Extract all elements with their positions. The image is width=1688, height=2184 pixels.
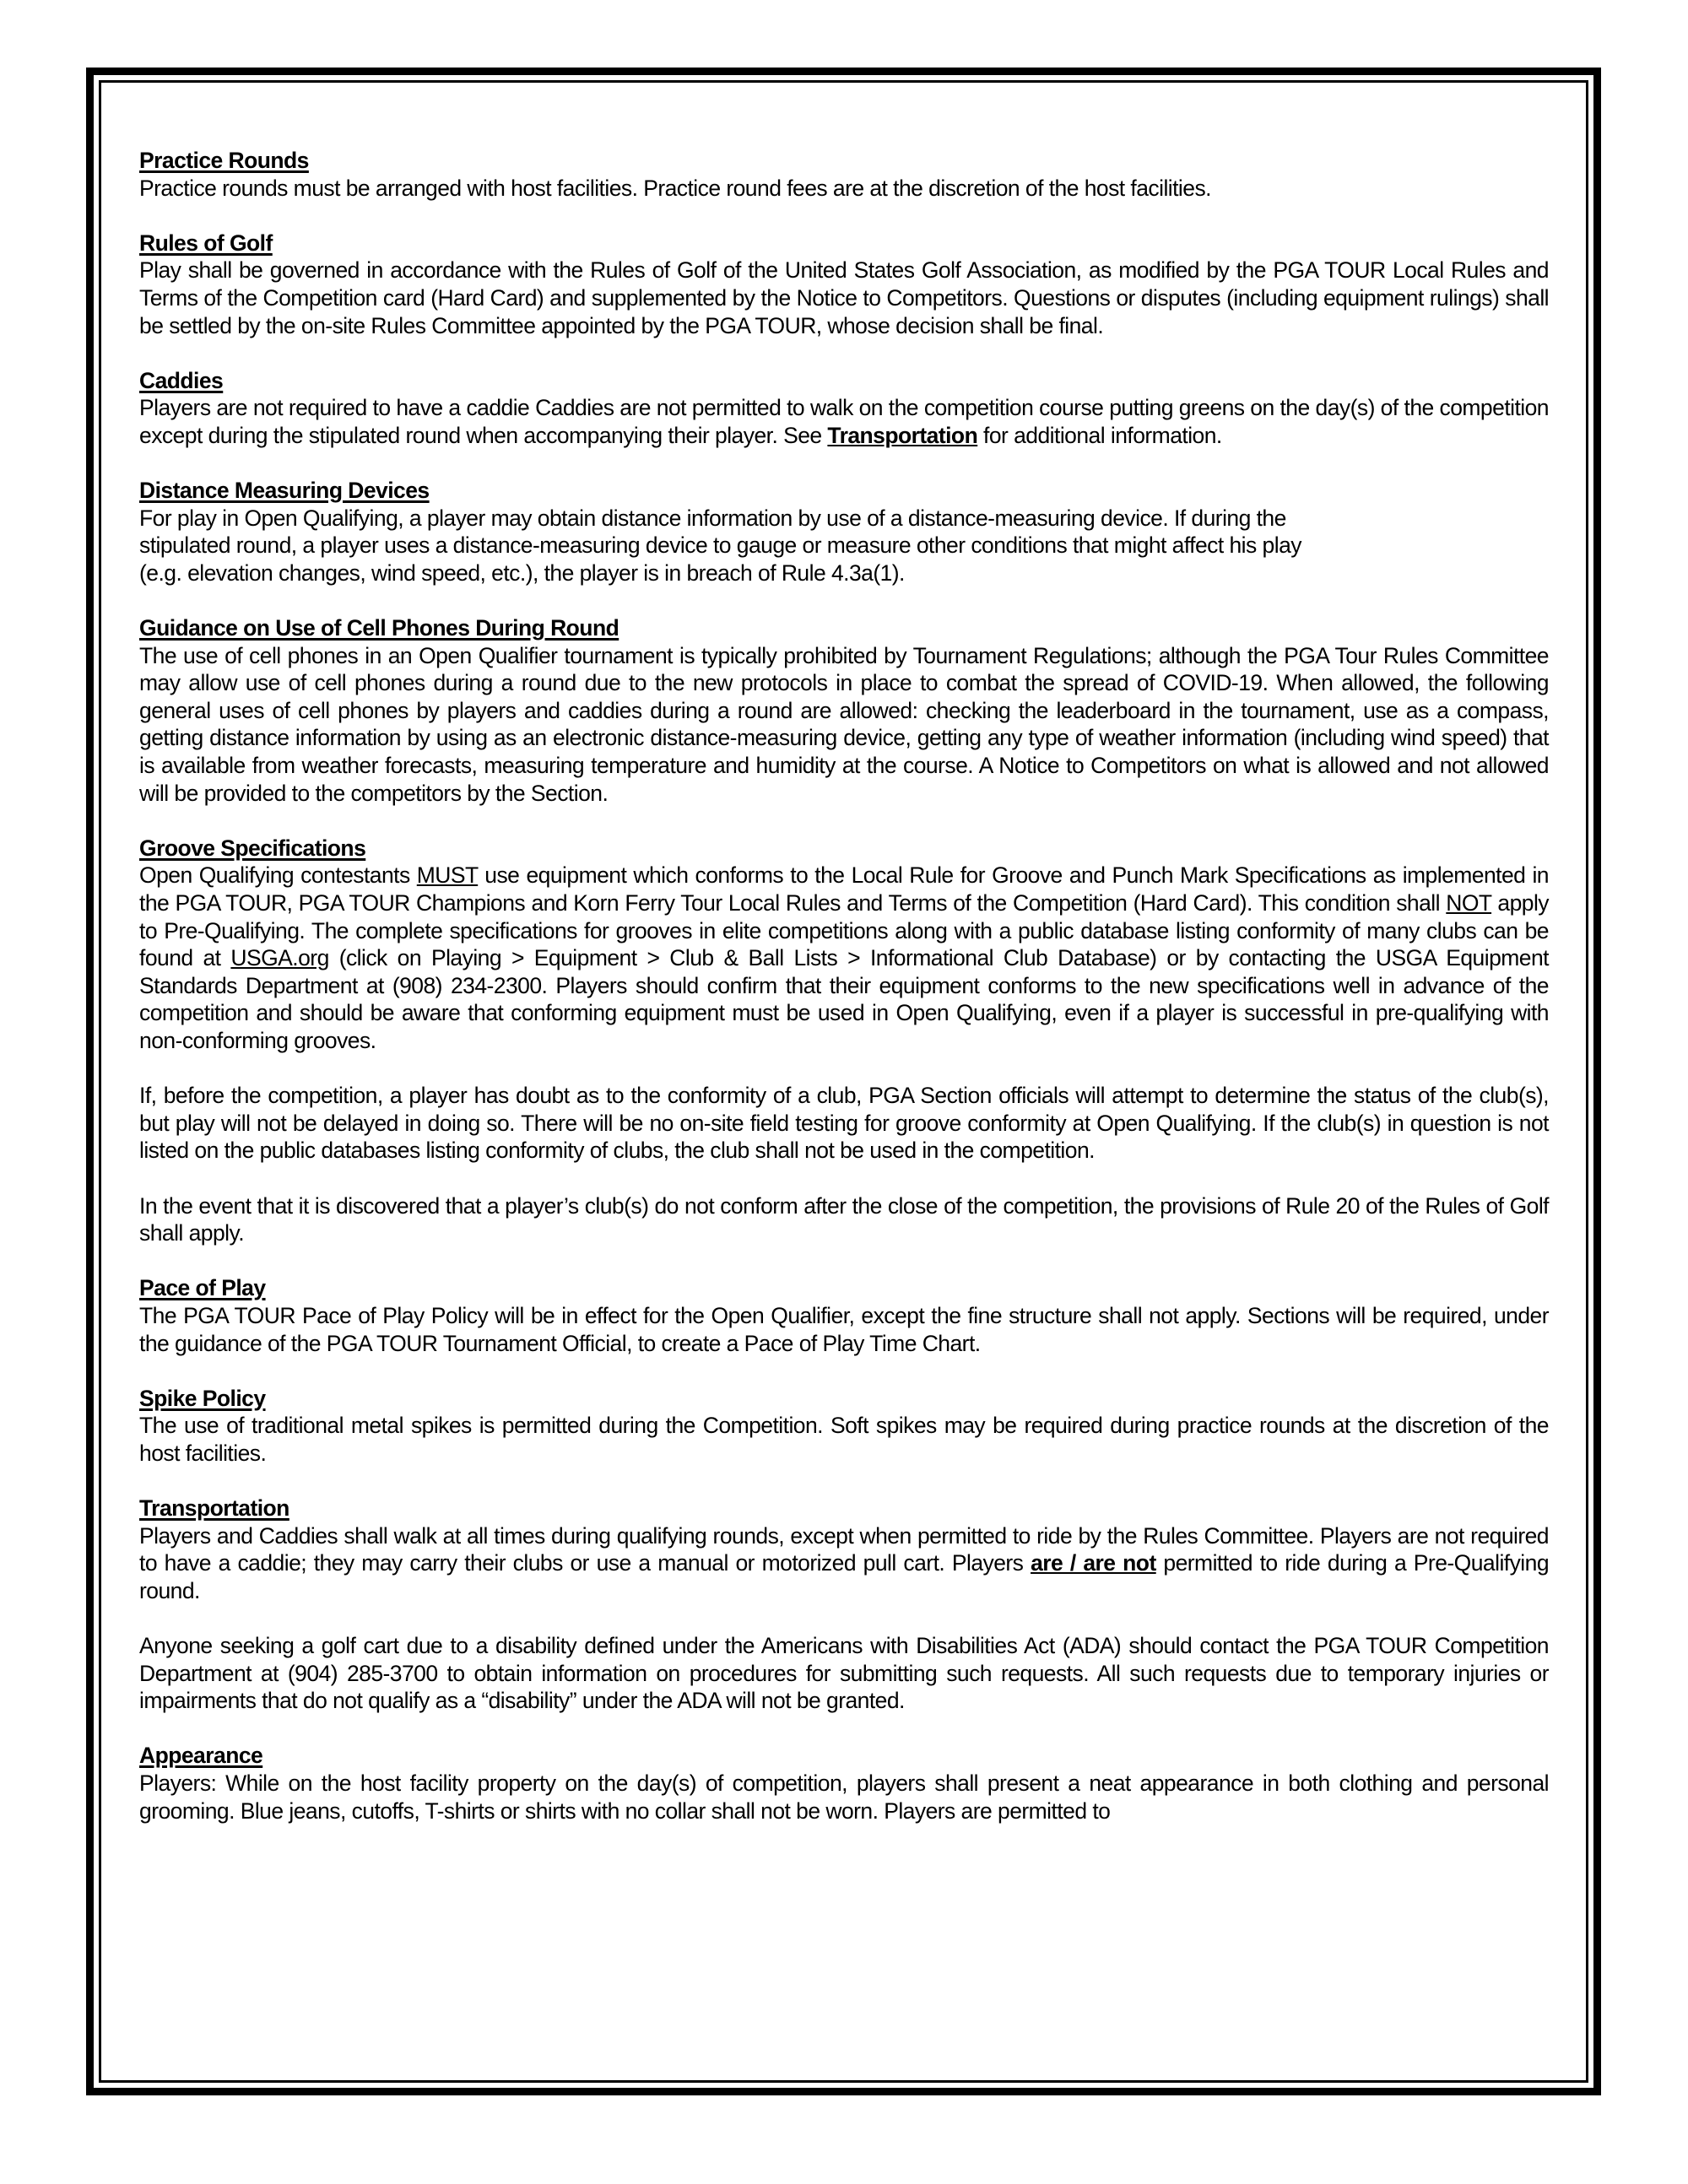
text: use equipment which conforms to the Local Rule for Groove and Punch Mark Specifications as implemented in the PGA TOUR, PGA TOUR Champions and Korn Ferry Tour Local Rules and Terms of the Competition (Hard Card). This condition shall: [139, 862, 1549, 916]
text-line: (e.g. elevation changes, wind speed, etc.), the player is in breach of Rule 4.3a(1).: [139, 560, 905, 586]
section-heading: Practice Rounds: [139, 148, 309, 173]
text: Open Qualifying contestants: [139, 862, 417, 889]
section-heading: Caddies: [139, 367, 224, 393]
transportation-reference: Transportation: [827, 422, 978, 448]
section-heading: Pace of Play: [139, 1275, 266, 1301]
paragraph: Play shall be governed in accordance with the Rules of Golf of the United States Golf Association, as modified by the PGA TOUR Local Rules and Terms of the Competition card (Hard Card) and supplemented by the Notice to Competitors. Questions or disputes (including equipment rulings) shall be settled by the on-site Rules Committee appointed by the PGA TOUR, whose decision shall be final.: [139, 257, 1549, 338]
emphasis-not: NOT: [1446, 890, 1492, 916]
text: Players are not required to have a caddie Caddies are not permitted to walk on the competition course putting greens on the day(s) of the competition except during the stipulated round when accompanying their player. See: [139, 395, 1549, 448]
text: permitted to ride during a Pre-Qualifying round.: [139, 1550, 1550, 1603]
are-are-not-choice: are / are not: [1031, 1550, 1156, 1576]
paragraph: The PGA TOUR Pace of Play Policy will be in effect for the Open Qualifier, except the fine structure shall not apply. Sections will be required, under the guidance of the PGA TOUR Tournament Official, to create a Pace of Play Time Chart.: [139, 1302, 1549, 1356]
emphasis-must: MUST: [416, 862, 479, 889]
section-caddies: [139, 367, 1549, 450]
text: for additional information.: [977, 422, 1222, 448]
section-heading: Guidance on Use of Cell Phones During Round: [139, 615, 619, 641]
text-line: stipulated round, a player uses a distance-measuring device to gauge or measure other conditions that might affect his play: [139, 532, 1301, 559]
section-groove-specifications: [139, 835, 1549, 1247]
paragraph: Players: While on the host facility property on the day(s) of competition, players shall present a neat appearance in both clothing and personal grooming. Blue jeans, cutoffs, T-shirts or shirts with no collar shall not be worn. Players are permitted to: [139, 1770, 1549, 1824]
paragraph: The use of cell phones in an Open Qualifier tournament is typically prohibited by Tournament Regulations; although the PGA Tour Rules Committee may allow use of cell phones during a round due to the new protocols in place to combat the spread of COVID-19. When allowed, the following general uses of cell phones by players and caddies during a round are allowed: checking the leaderboard in the tournament, use as a compass, getting distance information by using as an electronic distance-measuring device, getting any type of weather information (including wind speed) that is available from weather forecasts, measuring temperature and humidity at the course. A Notice to Competitors on what is allowed and not allowed will be provided to the competitors by the Section.: [139, 642, 1549, 806]
paragraph: [139, 1522, 1549, 1605]
section-distance-measuring-devices: [139, 477, 1549, 587]
section-heading: Spike Policy: [139, 1385, 266, 1411]
paragraph: In the event that it is discovered that a player’s club(s) do not conform after the close of the competition, the provisions of Rule 20 of the Rules of Golf shall apply.: [139, 1192, 1549, 1246]
paragraph: Practice rounds must be arranged with host facilities. Practice round fees are at the discretion of the host facilities.: [139, 175, 1211, 201]
document-body: [139, 147, 1549, 1852]
paragraph: The use of traditional metal spikes is permitted during the Competition. Soft spikes may be required during practice rounds at the discretion of the host facilities.: [139, 1413, 1549, 1466]
section-heading: Rules of Golf: [139, 230, 273, 256]
section-cell-phones: [139, 614, 1549, 807]
section-heading: Appearance: [139, 1743, 263, 1769]
paragraph: If, before the competition, a player has doubt as to the conformity of a club, PGA Section officials will attempt to determine the status of the club(s), but play will not be delayed in doing so. There will be no on-site field testing for groove conformity at Open Qualifying. If the club(s) in question is not listed on the public databases listing conformity of clubs, the club shall not be used in the competition.: [139, 1083, 1549, 1164]
paragraph: [139, 505, 1549, 587]
paragraph: [139, 862, 1549, 1054]
section-rules-of-golf: [139, 230, 1549, 339]
text: apply to Pre-Qualifying. The complete specifications for grooves in elite competitions along with a public database listing conformity of many clubs can be found at: [139, 890, 1549, 971]
section-appearance: [139, 1742, 1549, 1825]
section-heading: Transportation: [139, 1495, 289, 1522]
usga-link[interactable]: USGA.org: [230, 945, 329, 971]
section-heading: Distance Measuring Devices: [139, 478, 430, 504]
paragraph: Anyone seeking a golf cart due to a disability defined under the Americans with Disabilities Act (ADA) should contact the PGA TOUR Competition Department at (904) 285-3700 to obtain information on procedures for submitting such requests. All such requests due to temporary injuries or impairments that do not qualify as a “disability” under the ADA will not be granted.: [139, 1633, 1549, 1714]
paragraph: [139, 394, 1549, 449]
section-practice-rounds: [139, 147, 1549, 202]
section-heading: Groove Specifications: [139, 835, 366, 861]
section-transportation: [139, 1495, 1549, 1715]
section-pace-of-play: [139, 1274, 1549, 1357]
text-line: For play in Open Qualifying, a player may obtain distance information by use of a distance-measuring device. If during the: [139, 505, 1286, 531]
section-spike-policy: [139, 1385, 1549, 1468]
text: (click on Playing > Equipment > Club & Ball Lists > Informational Club Database) or by contacting the USGA Equipment Standards Department at (908) 234-2300. Players should confirm that their equipment conforms to the new specifications well in advance of the competition and should be aware that conforming equipment must be used in Open Qualifying, even if a player is successful in pre-qualifying with non-conforming grooves.: [139, 945, 1549, 1053]
text: Players and Caddies shall walk at all times during qualifying rounds, except when permitted to ride by the Rules Committee. Players are not required to have a caddie; they may carry their clubs or use a manual or motorized pull cart. Players: [139, 1522, 1549, 1576]
